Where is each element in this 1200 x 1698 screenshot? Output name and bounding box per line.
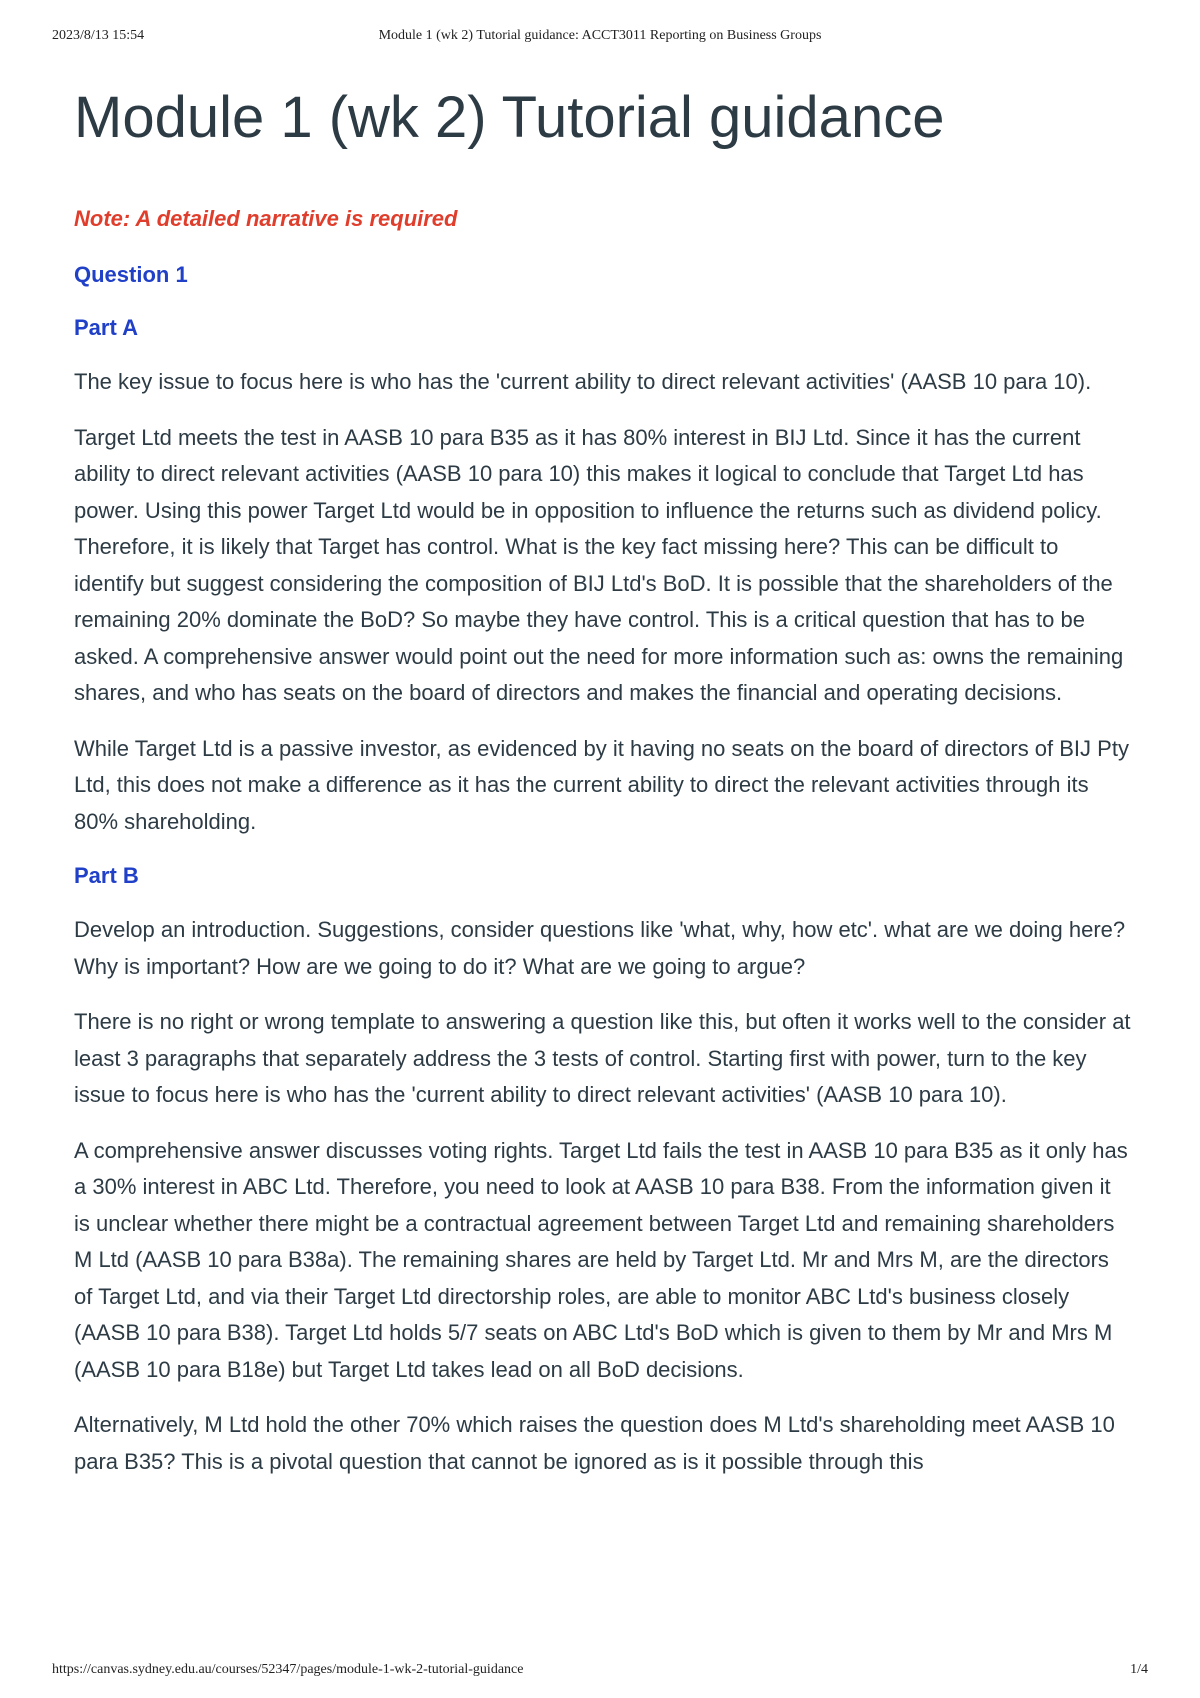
page-number: 1/4	[1130, 1662, 1148, 1677]
part-a-paragraph-1: The key issue to focus here is who has the 'current ability to direct relevant activities' (AASB 10 para 10).	[74, 369, 1092, 394]
part-a-heading: Part A	[74, 315, 138, 340]
question-1-heading: Question 1	[74, 262, 188, 287]
print-footer	[52, 1662, 1148, 1682]
part-b-paragraph-4: Alternatively, M Ltd hold the other 70% which raises the question does M Ltd's shareholding meet AASB 10 para B35? This is a pivotal question that cannot be ignored as is it possible through this	[74, 1412, 1115, 1474]
print-document-title: Module 1 (wk 2) Tutorial guidance: ACCT3011 Reporting on Business Groups	[378, 28, 822, 43]
page-url[interactable]: https://canvas.sydney.edu.au/courses/52347/pages/module-1-wk-2-tutorial-guidance	[52, 1662, 524, 1677]
print-header	[52, 28, 1148, 48]
print-timestamp: 2023/8/13 15:54	[52, 28, 145, 43]
part-a-paragraph-3: While Target Ltd is a passive investor, as evidenced by it having no seats on the board of directors of BIJ Pty Ltd, this does not make a difference as it has the current ability to direct the relevant activities through its 80% shareholding.	[74, 735, 1129, 834]
note-text: Note: A detailed narrative is required	[74, 206, 458, 231]
part-b-paragraph-3: A comprehensive answer discusses voting rights. Target Ltd fails the test in AASB 10 para B35 as it only has a 30% interest in ABC Ltd. Therefore, you need to look at AASB 10 para B38. From the information given it is unclear whether there might be a contractual agreement between Target Ltd and remaining shareholders M Ltd (AASB 10 para B38a). The remaining shares are held by Target Ltd. Mr and Mrs M, are the directors of Target Ltd, and via their Target Ltd directorship roles, are able to monitor ABC Ltd's business closely (AASB 10 para B38). Target Ltd holds 5/7 seats on ABC Ltd's BoD which is given to them by Mr and Mrs M (AASB 10 para B18e) but Target Ltd takes lead on all BoD decisions.	[74, 1137, 1128, 1382]
page-content	[74, 78, 1132, 1636]
page-title: Module 1 (wk 2) Tutorial guidance	[74, 85, 945, 150]
part-b-paragraph-2: There is no right or wrong template to answering a question like this, but often it works well to the consider at least 3 paragraphs that separately address the 3 tests of control. Starting first with power, turn to the key issue to focus here is who has the 'current ability to direct relevant activities' (AASB 10 para 10).	[74, 1009, 1131, 1107]
part-a-paragraph-2: Target Ltd meets the test in AASB 10 para B35 as it has 80% interest in BIJ Ltd. Since it has the current ability to direct relevant activities (AASB 10 para 10) this makes it logical to conclude that Target Ltd has power. Using this power Target Ltd would be in opposition to influence the returns such as dividend policy. Therefore, it is likely that Target has control. What is the key fact missing here? This can be difficult to identify but suggest considering the composition of BIJ Ltd's BoD. It is possible that the shareholders of the remaining 20% dominate the BoD? So maybe they have control. This is a critical question that has to be asked. A comprehensive answer would point out the need for more information such as: owns the remaining shares, and who has seats on the board of directors and makes the financial and operating decisions.	[74, 424, 1124, 705]
part-b-heading: Part B	[74, 863, 139, 888]
part-b-paragraph-1: Develop an introduction. Suggestions, consider questions like 'what, why, how etc'. what are we doing here? Why is important? How are we going to do it? What are we going to argue?	[74, 917, 1126, 979]
